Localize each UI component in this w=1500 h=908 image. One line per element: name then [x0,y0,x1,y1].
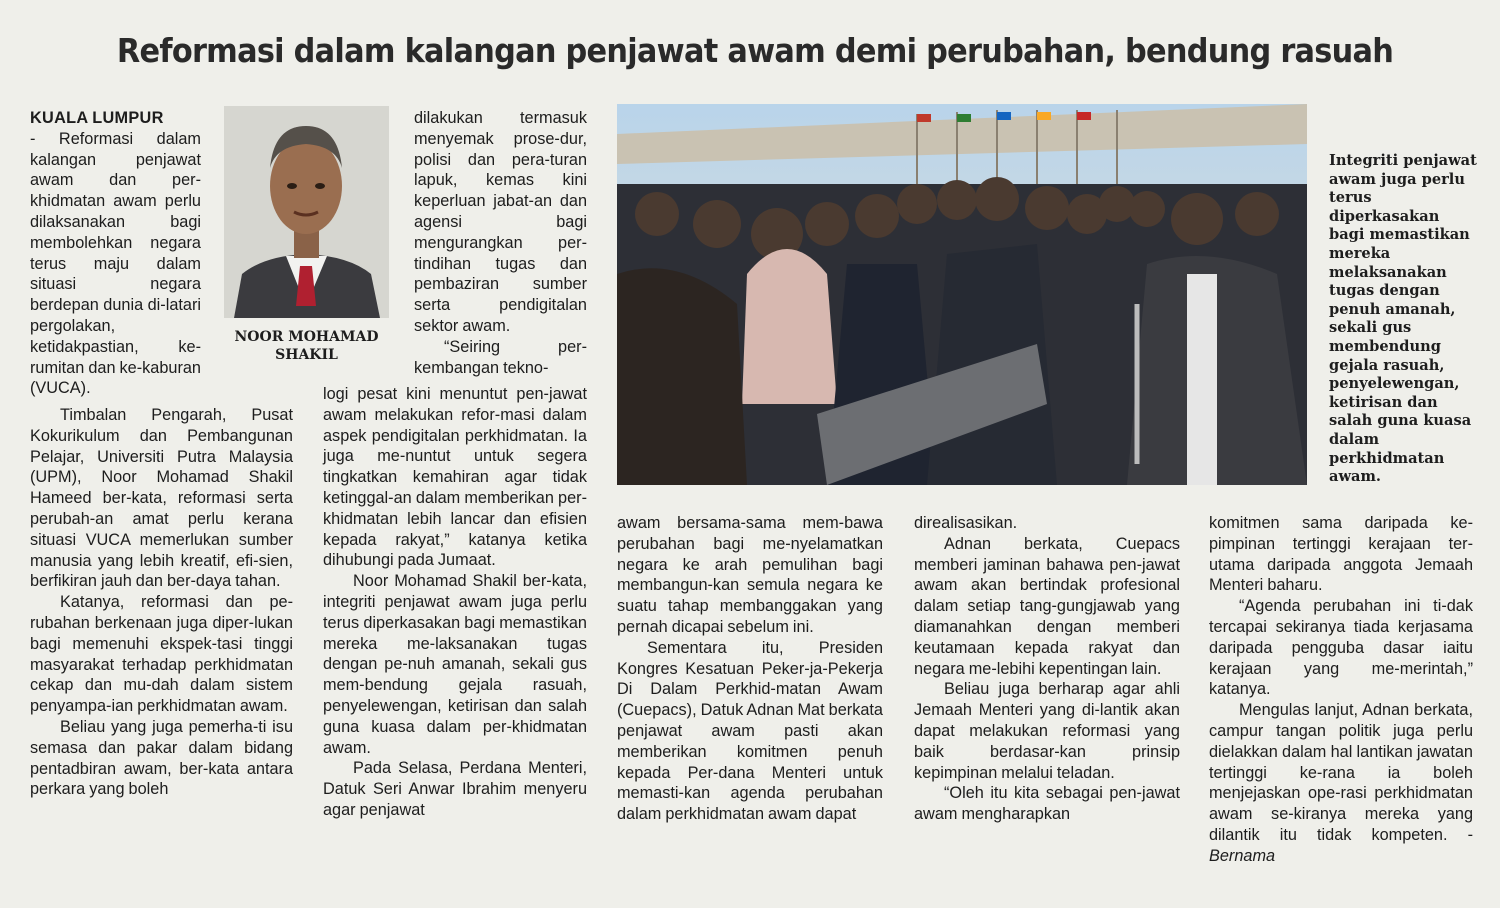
paragraph: dilakukan termasuk menyemak prose-dur, polisi dan pera-turan lapuk, kemas kini keperluan jabat-an dan agensi bagi mengurangkan per-tindihan tugas dan pembaziran sumber serta pendigitalan sektor awam. [414,109,587,335]
paragraph-text: Mengulas lanjut, Adnan berkata, campur tangan politik juga perlu dielakkan dalam hal lantikan jawatan tertinggi ke-rana ia boleh menjejaskan ope-rasi perkhidmatan awam se-kiranya mereka yang dilantik itu tidak kompeten. - [1209,701,1473,844]
article-column-2 [414,108,587,378]
byline: NOOR MOHAMAD SHAKIL [234,329,379,363]
paragraph: - Reformasi dalam kalangan penjawat awam dan per-khidmatan awam perlu dilaksanakan bagi membolehkan negara terus maju dalam situasi negara berdepan dunia di-latari pergolakan, ketidakpastian, ke-rumitan dan ke-kaburan (VUCA). [30,129,201,398]
paragraph: Noor Mohamad Shakil ber-kata, integriti penjawat awam juga perlu terus diperkasakan bagi memastikan mereka me-laksanakan tugas dengan pe-nuh amanah, sekali gus mem-bendung gejala rasuah, penyelewengan, ketirisan dan salah guna kuasa dalam per-khidmatan awam. [323,572,587,757]
paragraph: awam bersama-sama mem-bawa perubahan bagi me-nyelamatkan negara ke arah pemulihan bagi membangun-kan semula negara ke suatu tahap membanggakan yang pernah dicapai sebelum ini. [617,514,883,636]
article-column-1 [30,108,201,399]
author-portrait [224,106,389,318]
lead-paragraph [30,108,201,129]
article-column-5 [1209,513,1473,867]
paragraph: “Oleh itu kita sebagai pen-jawat awam mengharapkan [914,784,1180,824]
article-column-1-lower [30,405,293,800]
paragraph: Pada Selasa, Perdana Menteri, Datuk Seri Anwar Ibrahim menyeru agar penjawat [323,759,587,819]
headline: Reformasi dalam kalangan penjawat awam demi perubahan, bendung rasuah [116,31,1394,70]
paragraph: “Seiring per-kembangan tekno- [414,337,587,377]
portrait-illustration [224,106,389,318]
paragraph: direalisasikan. [914,514,1018,532]
paragraph: Adnan berkata, Cuepacs memberi jaminan bahawa pen-jawat awam akan bertindak profesional dalam setiap tang-gungjawab yang diamanahkan dengan memberi keutamaan kepada rakyat dan negara me-lebihi kepentingan lain. [914,534,1180,678]
paragraph: Beliau yang juga pemerha-ti isu semasa dan pakar dalam bidang pentadbiran awam, ber-kata antara perkara yang boleh [30,717,293,799]
dateline: KUALA LUMPUR [30,109,164,127]
article-column-4 [914,513,1180,825]
paragraph: Beliau juga berharap agar ahli Jemaah Menteri yang di-lantik akan dapat melakukan reformasi yang baik berdasar-kan prinsip kepimpinan melalui teladan. [914,680,1180,782]
paragraph [1209,700,1473,866]
article-column-3 [617,513,883,825]
paragraph: “Agenda perubahan ini ti-dak tercapai sekiranya tiada kerjasama daripada pengguba dasar iaitu kerajaan yang me-merintah,” katanya. [1209,597,1473,699]
news-source: Bernama [1209,846,1276,865]
photo-caption: Integriti penjawat awam juga perlu terus diperkasakan bagi memastikan mereka melaksanakan tugas dengan penuh amanah, sekali gus membendung gejala rasuah, penyelewengan, ketirisan dan salah guna kuasa dalam perkhidmatan awam. [1329,152,1477,486]
article-column-2-lower [323,384,587,821]
paragraph: logi pesat kini menuntut pen-jawat awam melakukan refor-masi dalam aspek pendigitalan perkhidmatan. Ia juga me-nuntut untuk segera tingkatkan kemahiran agar tidak ketinggal-an dalam memberikan per-khidmatan lebih lancar dan efisien kepada rakyat,” katanya ketika dihubungi pada Jumaat. [323,385,587,570]
crowd-photo-illustration [617,104,1307,485]
paragraph: Sementara itu, Presiden Kongres Kesatuan Peker-ja-Pekerja Di Dalam Perkhid-matan Awam (Cuepacs), Datuk Adnan Mat berkata penjawat awam pasti akan memberikan komitmen penuh kepada Per-dana Menteri untuk memasti-kan agenda perubahan dalam perkhidmatan awam dapat [617,638,883,824]
news-photo [617,104,1307,485]
paragraph: Timbalan Pengarah, Pusat Kokurikulum dan Pembangunan Pelajar, Universiti Putra Malaysia (UPM), Noor Mohamad Shakil Hameed ber-kata, reformasi serta perubah-an amat perlu kerana situasi VUCA memerlukan sumber manusia yang lebih kreatif, efi-sien, berfikiran jauh dan ber-daya tahan. [30,406,293,591]
paragraph: Katanya, reformasi dan pe-rubahan berkenaan juga diper-lukan bagi memenuhi ekspek-tasi tinggi masyarakat terhadap perkhidmatan cekap dan mu-dah dalam sistem penyampa-ian perkhidmatan awam. [30,593,293,716]
paragraph: komitmen sama daripada ke-pimpinan tertinggi kerajaan ter-utama daripada anggota Jemaah Menteri baharu. [1209,514,1473,595]
